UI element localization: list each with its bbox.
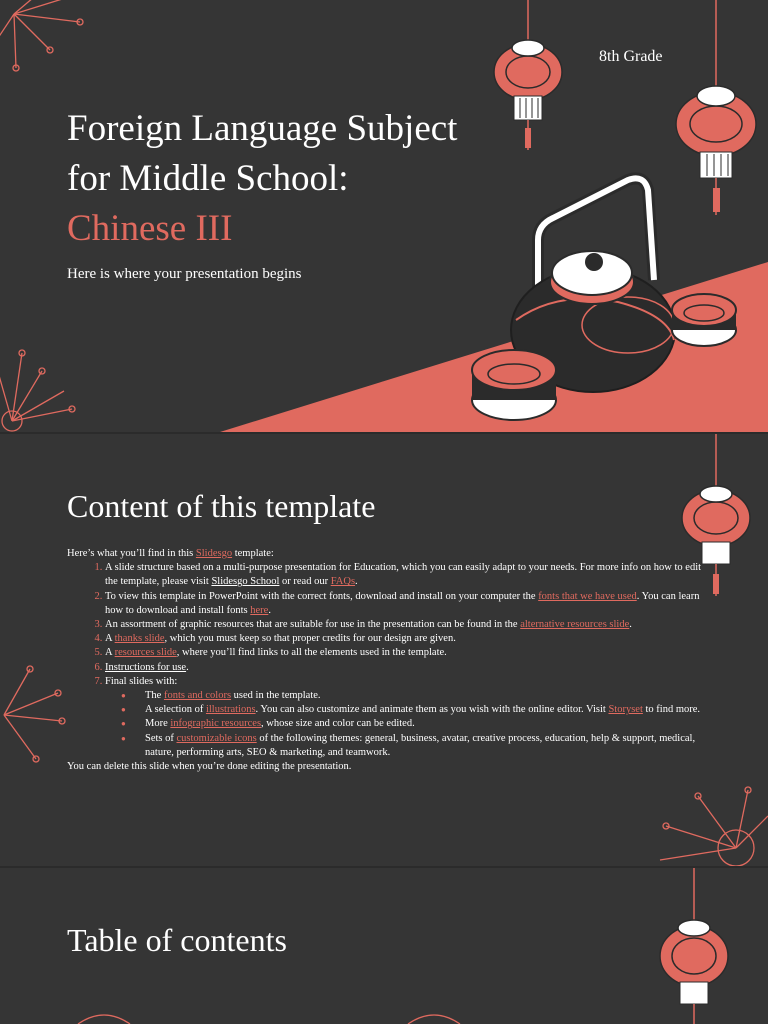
list-item [105,632,707,646]
item-text: A selection of [145,704,206,716]
sublist-item [145,689,707,703]
item-text: A [105,647,115,659]
outro-line: You can delete this slide when you’re done editing the presentation. [67,761,352,773]
item-text: . You can also customize and animate them as you wish with the online editor. Visit [255,704,609,716]
teapot-illustration [468,170,748,430]
item-text: of the following themes: general, business, avatar, creative process, education, help & support, medical, nature, performing arts, SEO & marketing, and teamwork. [145,732,696,758]
item-text: . [355,576,358,588]
firework-right-2 [658,786,768,866]
slidesgo-link[interactable]: Slidesgo [195,548,233,559]
infographic-resources-link[interactable]: infographic resources [170,718,262,730]
title-accent: Chinese III [67,208,233,249]
item-text: A [105,633,115,645]
content-ordered-list [67,561,707,760]
lantern-left [490,0,570,160]
fonts-used-link[interactable]: fonts that we have used [538,590,637,602]
item-text: . You can learn how to download and install fonts [105,590,700,616]
item-text: More [145,718,171,730]
item-text: , which you must keep so that proper credits for our design are given. [164,633,456,645]
thanks-slide-link[interactable]: thanks slide [114,633,165,645]
list-item [105,646,707,660]
item-text: , whose size and color can be edited. [261,718,415,730]
item-text: Sets of [145,732,177,744]
item-text: . [186,661,189,673]
grade-label: 8th Grade [599,48,663,65]
item-text: . [629,619,632,631]
storyset-link[interactable]: Storyset [608,704,643,716]
item-text: used in the template. [231,690,321,702]
sublist-item [145,732,707,760]
final-slides-sublist [105,689,707,760]
title-line-2: for Middle School: [67,158,349,199]
faqs-link[interactable]: FAQs [330,576,356,588]
instructions-link[interactable]: Instructions for use [105,661,187,673]
title-line-1: Foreign Language Subject [67,108,458,149]
list-item [105,590,707,618]
alternative-resources-link[interactable]: alternative resources slide [520,619,630,631]
item-text: The [145,690,164,702]
sublist-item [145,703,707,717]
title-slide [0,0,768,432]
here-link[interactable]: here [250,604,269,616]
slidesgo-school-link[interactable]: Slidesgo School [211,576,280,588]
template-content-list [67,547,707,774]
item-text: to find more. [642,704,701,716]
lantern-right-3 [650,868,740,1024]
item-text: A slide structure based on a multi-purpose presentation for Education, which you can easily adapt to your needs. For more info on how to edit the template, please visit [105,562,702,588]
item-text: Final slides with: [105,675,178,687]
intro-line [67,547,707,561]
item-text: To view this template in PowerPoint with the correct fonts, download and install on your computer the [105,590,539,602]
firework-left-2 [0,659,70,769]
customizable-icons-link[interactable]: customizable icons [176,732,257,744]
list-item [105,561,707,589]
resources-slide-link[interactable]: resources slide [114,647,177,659]
item-text: . [268,604,271,616]
bottom-arc-decoration [0,1004,768,1024]
presentation-subtitle: Here is where your presentation begins [67,266,302,282]
item-text: or read our [279,576,331,588]
illustrations-link[interactable]: illustrations [205,704,256,716]
item-text: , where you’ll find links to all the elements used in the template. [176,647,447,659]
presentation-title [67,104,457,254]
list-item [105,618,707,632]
list-item [105,675,707,760]
content-slide [0,434,768,866]
toc-heading: Table of contents [67,922,287,958]
content-heading: Content of this template [67,488,376,524]
intro-text: Here’s what you’ll find in this [67,548,196,559]
fonts-colors-link[interactable]: fonts and colors [163,690,232,702]
table-of-contents-slide [0,868,768,1024]
list-item [105,661,707,675]
intro-text-end: template: [232,548,274,559]
item-text: An assortment of graphic resources that are suitable for use in the presentation can be found in the [105,619,521,631]
sublist-item [145,717,707,731]
